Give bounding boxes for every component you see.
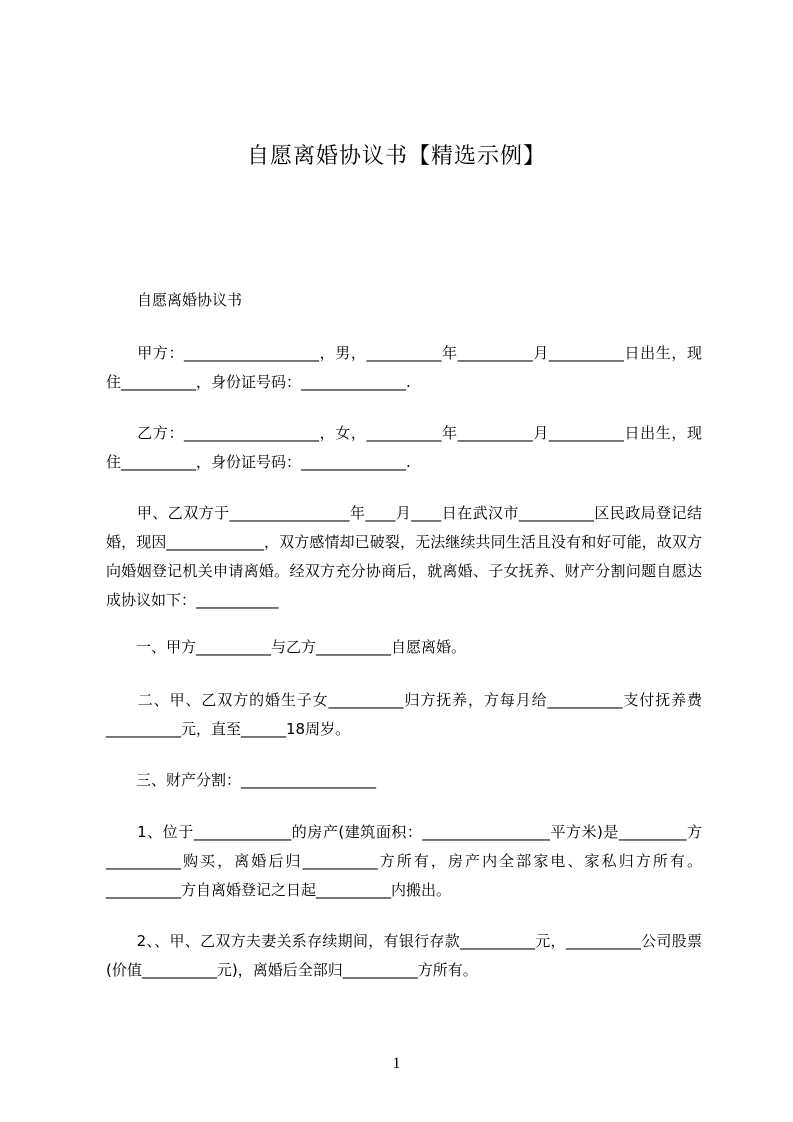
document-title: 自愿离婚协议书【精选示例】 — [246, 144, 546, 169]
page-number: 1 — [392, 1055, 401, 1072]
clause-bank-deposits: 2、、甲、乙双方夫妻关系存续期间，有银行存款__________元，__________公司股票(价值__________元)，离婚后全部归__________方所有。 — [106, 932, 702, 979]
document-subtitle: 自愿离婚协议书 — [137, 291, 243, 309]
party-a-paragraph: 甲方：__________________，男，__________年__________月__________日出生，现住__________，身份证号码：______________. — [106, 344, 702, 391]
clause-child-custody: 二、甲、乙双方的婚生子女__________归方抚养，方每月给__________支付抚养费__________元，直至______18周岁。 — [106, 691, 702, 738]
clause-property-division: 三、财产分割：__________________ — [106, 771, 377, 789]
marriage-registration-paragraph: 甲、乙双方于________________年____月____日在武汉市__________区民政局登记结婚，现因_____________，双方感情却已破裂，无法继续共同生活且没有和好可能，故双方向婚姻登记机关申请离婚。经双方充分协商后，就离婚、子女抚养、财产分割问题自愿达成协议如下：___________ — [106, 504, 702, 609]
clause-house-property: 1、位于_____________的房产(建筑面积：_________________平方米)是_________方__________购买，离婚后归__________方所有，房产内全部家电、家私归方所有。__________方自离婚登记之日起__________内搬出。 — [106, 823, 702, 899]
clause-voluntary-divorce: 一、甲方__________与乙方__________自愿离婚。 — [106, 638, 467, 656]
party-b-paragraph: 乙方：__________________，女，__________年__________月__________日出生，现住__________，身份证号码：______________. — [106, 424, 702, 471]
